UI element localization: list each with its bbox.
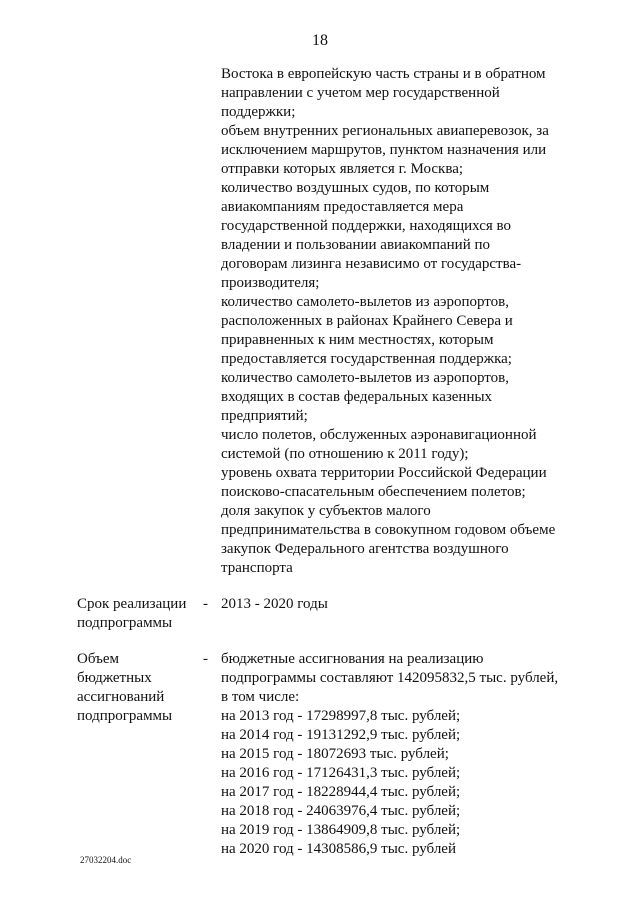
budget-year-line: на 2019 год - 13864909,8 тыс. рублей; (221, 822, 461, 838)
text-line: объем внутренних региональных авиаперевозок, за (221, 123, 549, 139)
text-line: количество самолето-вылетов из аэропортов, (221, 294, 509, 310)
period-label-line: подпрограммы (77, 615, 173, 631)
text-line: Востока в европейскую часть страны и в обратном (221, 66, 546, 82)
budget-value-line: подпрограммы составляют 142095832,5 тыс. рублей, (221, 670, 559, 686)
budget-value-line: в том числе: (221, 689, 300, 705)
text-line: государственной поддержки, находящихся во (221, 218, 511, 234)
text-line: предприятий; (221, 408, 308, 424)
text-line: уровень охвата территории Российской Федерации (221, 465, 547, 481)
budget-dash: - (203, 651, 208, 667)
text-line: предоставляется государственная поддержка; (221, 351, 512, 367)
text-line: производителя; (221, 275, 320, 291)
text-line: приравненных к ним местностях, которым (221, 332, 494, 348)
budget-year-line: на 2015 год - 18072693 тыс. рублей; (221, 746, 449, 762)
budget-year-line: на 2014 год - 19131292,9 тыс. рублей; (221, 727, 461, 743)
period-label-line: Срок реализации (77, 596, 187, 612)
text-line: количество воздушных судов, по которым (221, 180, 490, 196)
text-line: поддержки; (221, 104, 296, 120)
text-line: число полетов, обслуженных аэронавигационной (221, 427, 537, 443)
text-line: исключением маршрутов, пунктом назначения или (221, 142, 547, 158)
budget-label-line: ассигнований (77, 689, 165, 705)
text-line: владении и пользовании авиакомпаний по (221, 237, 490, 253)
text-line: поисково-спасательным обеспечением полетов; (221, 484, 526, 500)
budget-label-line: Объем (77, 651, 119, 667)
budget-year-line: на 2013 год - 17298997,8 тыс. рублей; (221, 708, 461, 724)
budget-year-line: на 2017 год - 18228944,4 тыс. рублей; (221, 784, 461, 800)
period-value: 2013 - 2020 годы (221, 596, 328, 612)
text-line: авиакомпаниям предоставляется мера (221, 199, 464, 215)
text-line: договорам лизинга независимо от государства- (221, 256, 522, 272)
text-line: транспорта (221, 560, 293, 576)
text-line: расположенных в районах Крайнего Севера и (221, 313, 513, 329)
period-dash: - (203, 596, 208, 612)
text-line: доля закупок у субъектов малого (221, 503, 431, 519)
budget-label-line: подпрограммы (77, 708, 173, 724)
text-line: системой (по отношению к 2011 году); (221, 446, 469, 462)
text-line: количество самолето-вылетов из аэропортов, (221, 370, 509, 386)
text-line: отправки которых является г. Москва; (221, 161, 464, 177)
page-number: 18 (312, 32, 328, 49)
budget-year-line: на 2020 год - 14308586,9 тыс. рублей (221, 841, 456, 857)
budget-value-line: бюджетные ассигнования на реализацию (221, 651, 484, 667)
text-line: входящих в состав федеральных казенных (221, 389, 493, 405)
text-line: направлении с учетом мер государственной (221, 85, 500, 101)
budget-year-line: на 2016 год - 17126431,3 тыс. рублей; (221, 765, 461, 781)
text-line: закупок Федерального агентства воздушного (221, 541, 509, 557)
text-line: предпринимательства в совокупном годовом объеме (221, 522, 556, 538)
footer-document-code: 27032204.doc (80, 855, 132, 865)
budget-year-line: на 2018 год - 24063976,4 тыс. рублей; (221, 803, 461, 819)
budget-label-line: бюджетных (77, 670, 152, 686)
